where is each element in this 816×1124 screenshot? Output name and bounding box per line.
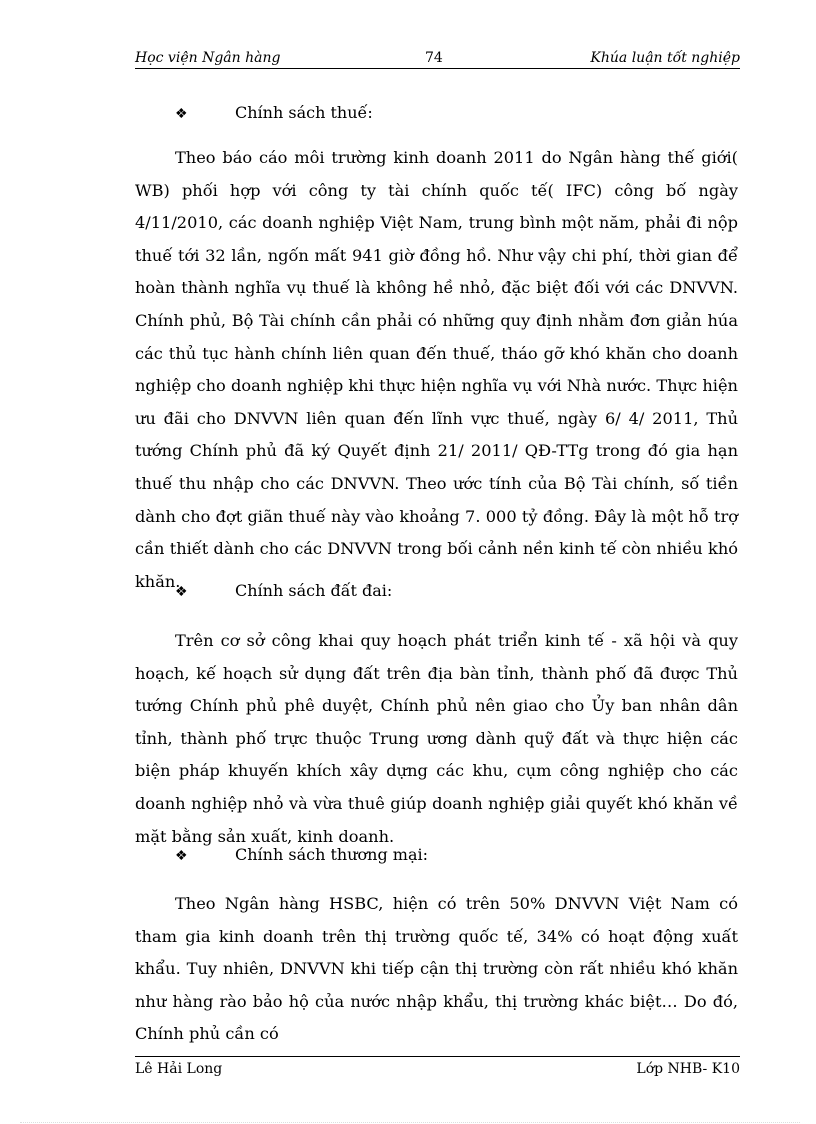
diamond-bullet-icon: ❖ [175,584,188,600]
diamond-bullet-icon: ❖ [175,106,188,122]
heading-text: Chính sách thuế: [235,103,373,122]
heading-text: Chính sách thương mại: [235,845,428,864]
page-number: 74 [425,50,443,66]
header-institution: Học viện Ngân hàng [135,50,281,66]
header-document-type: Khúa luận tốt nghiệp [590,50,740,66]
paragraph-tax: Theo báo cáo môi trường kinh doanh 2011 do Ngân hàng thế giới( WB) phối hợp với công ty tài chính quốc tế( IFC) công bố ngày 4/11/2010, các doanh nghiệp Việt Nam, trung bình một năm, phải đi nộp thuế tới 32 lần, ngốn mất 941 giờ đồng hồ. Như vậy chi phí, thời gian để hoàn thành nghĩa vụ thuế là không hề nhỏ, đặc biệt đối với các DNVVN. Chính phủ, Bộ Tài chính cần phải có những quy định nhằm đơn giản húa các thủ tục hành chính liên quan đến thuế, tháo gỡ khó khăn cho doanh nghiệp cho doanh nghiệp khi thực hiện nghĩa vụ với Nhà nước. Thực hiện ưu đãi cho DNVVN liên quan đến lĩnh vực thuế, ngày 6/ 4/ 2011, Thủ tướng Chính phủ đã ký Quyết định 21/ 2011/ QĐ-TTg trong đó gia hạn thuế thu nhập cho các DNVVN. Theo ước tính của Bộ Tài chính, số tiền dành cho đợt giãn thuế này vào khoảng 7. 000 tỷ đồng. Đây là một hỗ trợ cần thiết dành cho các DNVVN trong bối cảnh nền kinh tế còn nhiều khó khăn. [135,148,738,591]
paragraph-land: Trên cơ sở công khai quy hoạch phát triển kinh tế - xã hội và quy hoạch, kế hoạch sử dụng đất trên địa bàn tỉnh, thành phố đã được Thủ tướng Chính phủ phê duyệt, Chính phủ nên giao cho Ủy ban nhân dân tỉnh, thành phố trực thuộc Trung ương dành quỹ đất và thực hiện các biện pháp khuyến khích xây dựng các khu, cụm công nghiệp cho các doanh nghiệp nhỏ và vừa thuê giúp doanh nghiệp giải quyết khó khăn về mặt bằng sản xuất, kinh doanh. [135,631,738,846]
paragraph-trade: Theo Ngân hàng HSBC, hiện có trên 50% DNVVN Việt Nam có tham gia kinh doanh trên thị trường quốc tế, 34% có hoạt động xuất khẩu. Tuy nhiên, DNVVN khi tiếp cận thị trường còn rất nhiều khó khăn như hàng rào bảo hộ của nước nhập khẩu, thị trường khác biệt… Do đó, Chính phủ cần có [135,894,738,1044]
diamond-bullet-icon: ❖ [175,848,188,864]
page-footer [135,1056,740,1079]
section-heading-tax [175,103,373,122]
page-header [135,50,740,69]
footer-class: Lớp NHB- K10 [636,1061,740,1077]
section-heading-trade [175,845,428,864]
footer-author: Lê Hải Long [135,1061,223,1077]
heading-text: Chính sách đất đai: [235,581,393,600]
section-heading-land [175,581,392,600]
